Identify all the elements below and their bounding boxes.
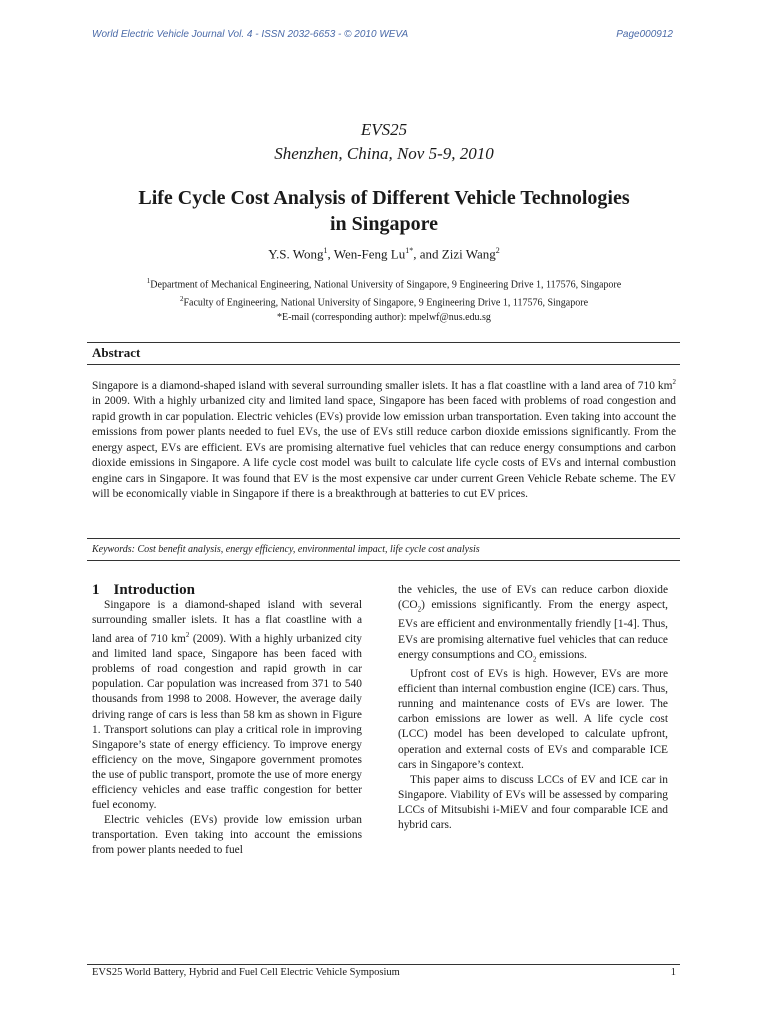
abstract-heading: Abstract	[92, 345, 141, 360]
affiliation-1-marker: 1	[146, 277, 151, 285]
abstract-text	[92, 375, 676, 503]
conference-block	[0, 118, 768, 166]
footer-text: EVS25 World Battery, Hybrid and Fuel Cell Electric Vehicle Symposium	[92, 967, 400, 978]
abstract-sup: 2	[672, 378, 676, 386]
conference-location: Shenzhen, China, Nov 5-9, 2010	[274, 144, 494, 163]
intro-p2c-a: the vehicles, the use of EVs can reduce carbon dioxide (CO	[398, 584, 668, 612]
page-footer	[92, 967, 676, 978]
author-3: Zizi Wang	[441, 246, 496, 262]
section-number: 1	[92, 582, 100, 598]
affiliation-2-text: Faculty of Engineering, National University of Singapore, 9 Engineering Drive 1, 117576, Singapore	[183, 297, 589, 309]
author-2: Wen-Feng Lu	[333, 246, 406, 262]
affiliations	[60, 274, 708, 325]
page-number: 1	[670, 967, 676, 978]
paper-title	[60, 185, 708, 237]
author-3-affil: 2	[495, 246, 500, 255]
conference-name: EVS25	[360, 120, 408, 139]
intro-paragraph-1	[92, 598, 362, 813]
affiliation-2	[60, 292, 708, 310]
intro-p2c-b: ) emissions significantly. From the energy aspect, EVs are efficient and environmentally friendly [1-4]. Thus, EVs are promising alternative fuel vehicles that can reduce energy consumptions and CO	[398, 599, 668, 661]
page-id: Page000912	[616, 29, 673, 40]
right-column	[398, 583, 668, 833]
section-title: Introduction	[113, 582, 195, 598]
affiliation-1	[60, 274, 708, 292]
author-1: Y.S. Wong	[268, 246, 324, 262]
intro-paragraph-2-cont	[398, 583, 668, 667]
abstract-heading-rule	[87, 364, 680, 365]
title-line-1: Life Cycle Cost Analysis of Different Vehicle Technologies	[138, 187, 630, 209]
running-header	[92, 29, 673, 40]
intro-paragraph-3: Upfront cost of EVs is high. However, EVs are more efficient than internal combustion engine (ICE) cars. Thus, running and maintenance costs of EVs are lower. The carbon emissions are lower as well. A life cycle cost (LCC) model has been developed to calculate upfront, operation and external costs of EVs and comparable ICE cars in Singapore’s context.	[398, 668, 668, 771]
keywords-top-rule	[87, 538, 680, 539]
author-separator: , and	[413, 246, 442, 262]
intro-p2c-sub2: 2	[532, 654, 537, 663]
left-column	[92, 583, 362, 858]
intro-paragraph-4: This paper aims to discuss LCCs of EV and ICE car in Singapore. Viability of EVs will be assessed by comparing LCCs of Mitsubishi i-MiEV and four comparable ICE and hybrid cars.	[398, 773, 668, 831]
author-list: Y.S. Wong$^1$, Wen-Feng $Lu^{1*}$, and Zizi Wang$^2$	[268, 246, 500, 262]
intro-p1-sup: 2	[185, 631, 190, 640]
abstract-text-b: in 2009. With a highly urbanized city and limited land space, Singapore has been faced with problems of road congestion and rapid growth in car population. Electric vehicles (EVs) provide low emission urban transportation. Even taking into account the emissions from power plants needed to fuel EVs, the use of EVs still reduce carbon dioxide emissions significantly. From the energy aspect, EVs are efficient. EVs are promising alternative fuel vehicles that can reduce energy consumptions and carbon dioxide emissions in Singapore. A life cycle cost model was built to calculate life cycle costs of EVs and internal combustion engine cars in Singapore. It was found that EV is the most expensive car under current Green Vehicle Rebate scheme. The EV will be economically viable in Singapore if there is a breakthrough at batteries to cut EV prices.	[92, 395, 676, 501]
intro-paragraph-2: Electric vehicles (EVs) provide low emission urban transportation. Even taking into account the emissions from power plants needed to fuel	[92, 814, 362, 857]
intro-p2c-c: emissions.	[536, 648, 588, 661]
author-2-affil: 1*	[405, 246, 414, 255]
title-line-2: in Singapore	[330, 213, 438, 235]
keywords: Keywords: Cost benefit analysis, energy efficiency, environmental impact, life cycle cost analysis	[92, 544, 480, 555]
intro-p1-b: (2009). With a highly urbanized city and limited land space, Singapore has been faced with problems of road congestion and rapid growth in car population. Car population was increased from 371 to 540 thousands from 1998 to 2008. However, the average daily driving range of cars is less than 58 km as shown in Figure 1. Transport solutions can play a critical role in improving Singapore’s state of energy efficiency. To improve energy efficiency on the move, Singapore government promotes the use of public transport, promote the use of more energy efficiency vehicles and ease traffic congestion for better fuel economy.	[92, 633, 362, 812]
abstract-text-a: Singapore is a diamond-shaped island with several surrounding smaller islets. It has a flat coastline with a land area of 710 km	[92, 379, 673, 392]
affiliation-1-text: Department of Mechanical Engineering, National University of Singapore, 9 Engineering Drive 1, 117576, Singapore	[150, 279, 622, 291]
corresponding-email: *E-mail (corresponding author): mpelwf@nus.edu.sg	[277, 311, 491, 323]
intro-p1-a: Singapore is a diamond-shaped island with several surrounding smaller islets. It has a flat coastline with a land area of 710 km	[92, 599, 362, 646]
affiliation-2-marker: 2	[179, 295, 184, 304]
journal-info: World Electric Vehicle Journal Vol. 4 - ISSN 2032-6653 - © 2010 WEVA	[92, 29, 409, 40]
author-1-affil: 1	[323, 246, 328, 255]
footer-rule	[87, 964, 680, 965]
abstract-top-rule	[87, 342, 680, 343]
intro-p2c-sub: 2	[417, 605, 422, 614]
section-heading-introduction	[92, 583, 362, 598]
keywords-bottom-rule	[87, 560, 680, 561]
